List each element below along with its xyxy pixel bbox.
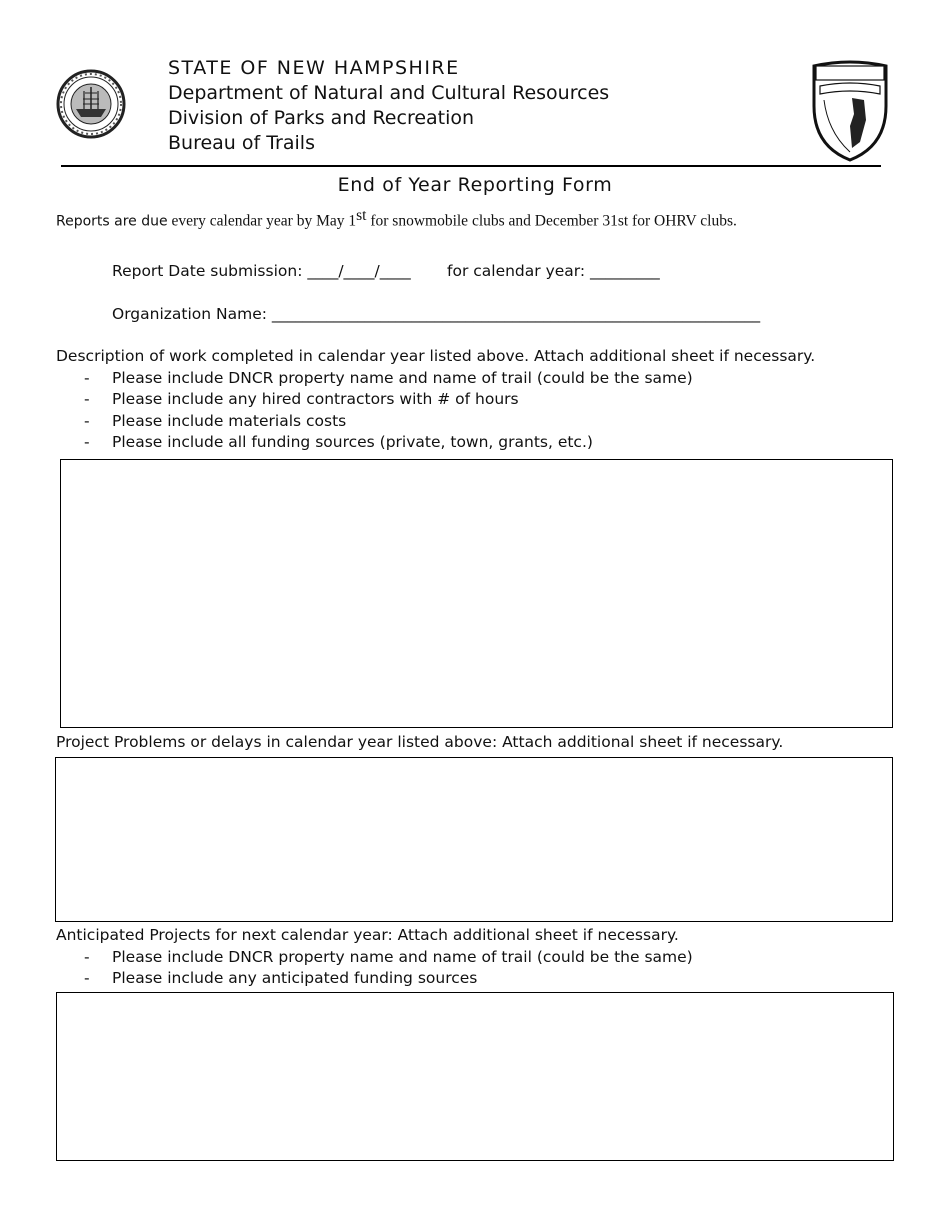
problems-box[interactable] — [55, 757, 893, 922]
problems-label: Project Problems or delays in calendar year listed above: Attach additional sheet if necessary. — [56, 733, 784, 751]
due-rest: for snowmobile clubs and December 31st for OHRV clubs. — [366, 212, 737, 230]
list-item: - Please include materials costs — [84, 411, 347, 430]
form-title: End of Year Reporting Form — [337, 174, 613, 196]
work-bullet-list — [84, 368, 693, 453]
list-item: - Please include any anticipated funding sources — [84, 969, 478, 988]
anticipated-projects-label: Anticipated Projects for next calendar year: Attach additional sheet if necessary. — [56, 926, 679, 944]
due-prefix: Reports are due — [56, 213, 168, 230]
state-title: STATE OF NEW HAMPSHIRE — [168, 57, 460, 79]
state-seal-logo — [56, 57, 126, 151]
calendar-year-field[interactable]: for calendar year: _________ — [447, 262, 660, 280]
list-item: - Please include DNCR property name and name of trail (could be the same) — [84, 369, 693, 387]
due-mid: every calendar year by May 1 — [167, 212, 357, 230]
list-item: - Please include all funding sources (private, town, grants, etc.) — [84, 432, 593, 451]
due-date-note — [56, 207, 737, 231]
trails-bureau-badge-logo — [808, 60, 892, 164]
anticipated-bullet-list — [84, 947, 693, 990]
organization-name-field[interactable]: Organization Name: _______________________________________________________________ — [112, 305, 761, 323]
work-description-label: Description of work completed in calendar year listed above. Attach additional sheet if necessary. — [56, 347, 816, 365]
list-item: - Please include DNCR property name and name of trail (could be the same) — [84, 948, 693, 966]
due-sup: st — [356, 207, 367, 224]
bureau-name: Bureau of Trails — [168, 132, 315, 154]
anticipated-projects-box[interactable] — [56, 992, 894, 1161]
division-name: Division of Parks and Recreation — [168, 107, 475, 129]
report-date-field[interactable]: Report Date submission: ____/____/____ — [112, 262, 411, 280]
agency-header — [168, 56, 609, 156]
list-item: - Please include any hired contractors with # of hours — [84, 390, 519, 409]
department-name: Department of Natural and Cultural Resources — [168, 82, 610, 104]
work-description-box[interactable] — [60, 459, 893, 728]
header-divider — [61, 165, 881, 167]
